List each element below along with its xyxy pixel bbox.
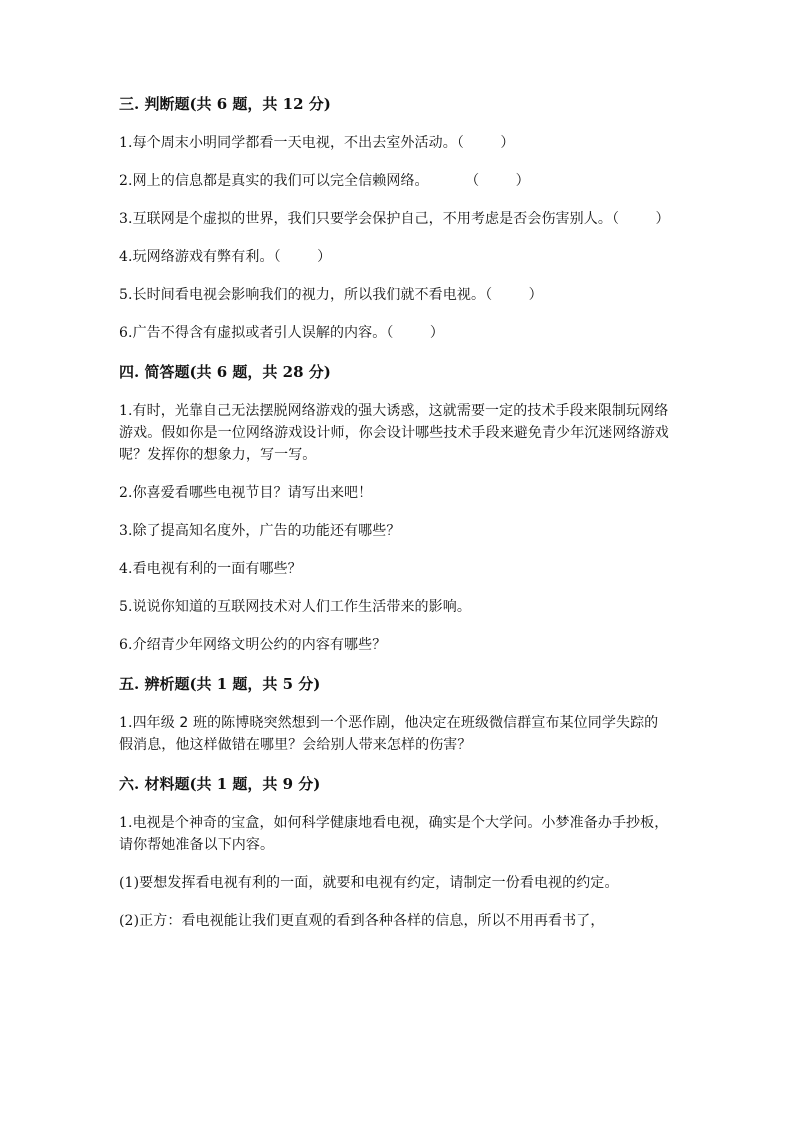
- question-item: [119, 634, 671, 656]
- section-analysis: [119, 672, 671, 756]
- question-item: [119, 322, 671, 344]
- question-text: 长时间看电视会影响我们的视力，所以我们就不看电视。: [132, 287, 486, 303]
- answer-blank: （ ）: [485, 287, 543, 303]
- question-text: 说说你知道的互联网技术对人们工作生活带来的影响。: [132, 599, 471, 615]
- sub-question-item: [119, 872, 671, 894]
- question-item: [119, 246, 671, 268]
- document-content: [119, 92, 671, 948]
- question-text: 除了提高知名度外，广告的功能还有哪些？: [132, 523, 401, 539]
- section-title: 六. 材料题(共 1 题，共 9 分): [119, 775, 321, 793]
- question-item: [119, 132, 671, 154]
- sub-question-item: [119, 910, 671, 932]
- answer-blank: （ ）: [386, 325, 444, 341]
- section-material: [119, 772, 671, 932]
- sub-question-number: (2): [119, 913, 140, 929]
- question-number: 2.: [119, 485, 133, 501]
- section-title: 五. 辨析题(共 1 题，共 5 分): [119, 675, 321, 693]
- section-title: 四. 简答题(共 6 题，共 28 分): [119, 363, 331, 381]
- question-text: 电视是个神奇的宝盒，如何科学健康地看电视，确实是个大学问。小梦准备办手抄板，请你帮她准备以下内容。: [119, 815, 669, 853]
- question-number: 4.: [119, 561, 133, 577]
- question-number: 6.: [119, 325, 133, 341]
- question-text: 看电视有利的一面有哪些？: [132, 561, 302, 577]
- sub-question-text: 正方：看电视能让我们更直观的看到各种各样的信息，所以不用再看书了，: [139, 913, 605, 929]
- sub-question-text: 要想发挥看电视有利的一面，就要和电视有约定，请制定一份看电视的约定。: [139, 875, 619, 891]
- section-short-answer: [119, 360, 671, 656]
- question-number: 1.: [119, 815, 133, 831]
- question-text: 每个周末小明同学都看一天电视，不出去室外活动。: [132, 135, 457, 151]
- question-number: 4.: [119, 249, 133, 265]
- question-item: [119, 596, 671, 618]
- question-item: [119, 482, 671, 504]
- section-true-false: [119, 92, 671, 344]
- question-item: [119, 558, 671, 580]
- question-number: 1.: [119, 135, 133, 151]
- sub-question-number: (1): [119, 875, 140, 891]
- question-number: 1.: [119, 403, 133, 419]
- question-number: 3.: [119, 523, 133, 539]
- question-item: [119, 520, 671, 542]
- answer-blank: （ ）: [456, 135, 515, 151]
- question-number: 1.: [119, 715, 133, 731]
- question-text: 介绍青少年网络文明公约的内容有哪些？: [132, 637, 387, 653]
- question-item: [119, 284, 671, 306]
- question-text: 玩网络游戏有弊有利。: [132, 249, 274, 265]
- section-title: 三. 判断题(共 6 题，共 12 分): [119, 95, 331, 113]
- question-item: [119, 400, 671, 466]
- question-text: 互联网是个虚拟的世界，我们只要学会保护自己，不用考虑是否会伤害别人。: [132, 211, 612, 227]
- answer-blank: （ ）: [611, 211, 670, 227]
- question-text: 广告不得含有虚拟或者引人误解的内容。: [132, 325, 387, 341]
- question-item: [119, 812, 671, 856]
- question-text: 有时，光靠自己无法摆脱网络游戏的强大诱惑，这就需要一定的技术手段来限制玩网络游戏。假如你是一位网络游戏设计师，你会设计哪些技术手段来避免青少年沉迷网络游戏呢？发挥你的想象力，写一写。: [119, 403, 669, 463]
- question-number: 2.: [119, 173, 133, 189]
- question-item: [119, 712, 671, 756]
- question-number: 5.: [119, 287, 133, 303]
- answer-blank: （ ）: [428, 173, 530, 189]
- question-item: [119, 170, 671, 192]
- question-text: 你喜爱看哪些电视节目？请写出来吧！: [132, 485, 373, 501]
- question-text: 网上的信息都是真实的我们可以完全信赖网络。: [132, 173, 429, 189]
- question-text: 四年级 2 班的陈博晓突然想到一个恶作剧，他决定在班级微信群宣布某位同学失踪的假消息，他这样做错在哪里？会给别人带来怎样的伤害？: [119, 715, 659, 753]
- question-number: 6.: [119, 637, 133, 653]
- answer-blank: （ ）: [273, 249, 332, 265]
- question-number: 5.: [119, 599, 133, 615]
- question-number: 3.: [119, 211, 133, 227]
- question-item: [119, 208, 671, 230]
